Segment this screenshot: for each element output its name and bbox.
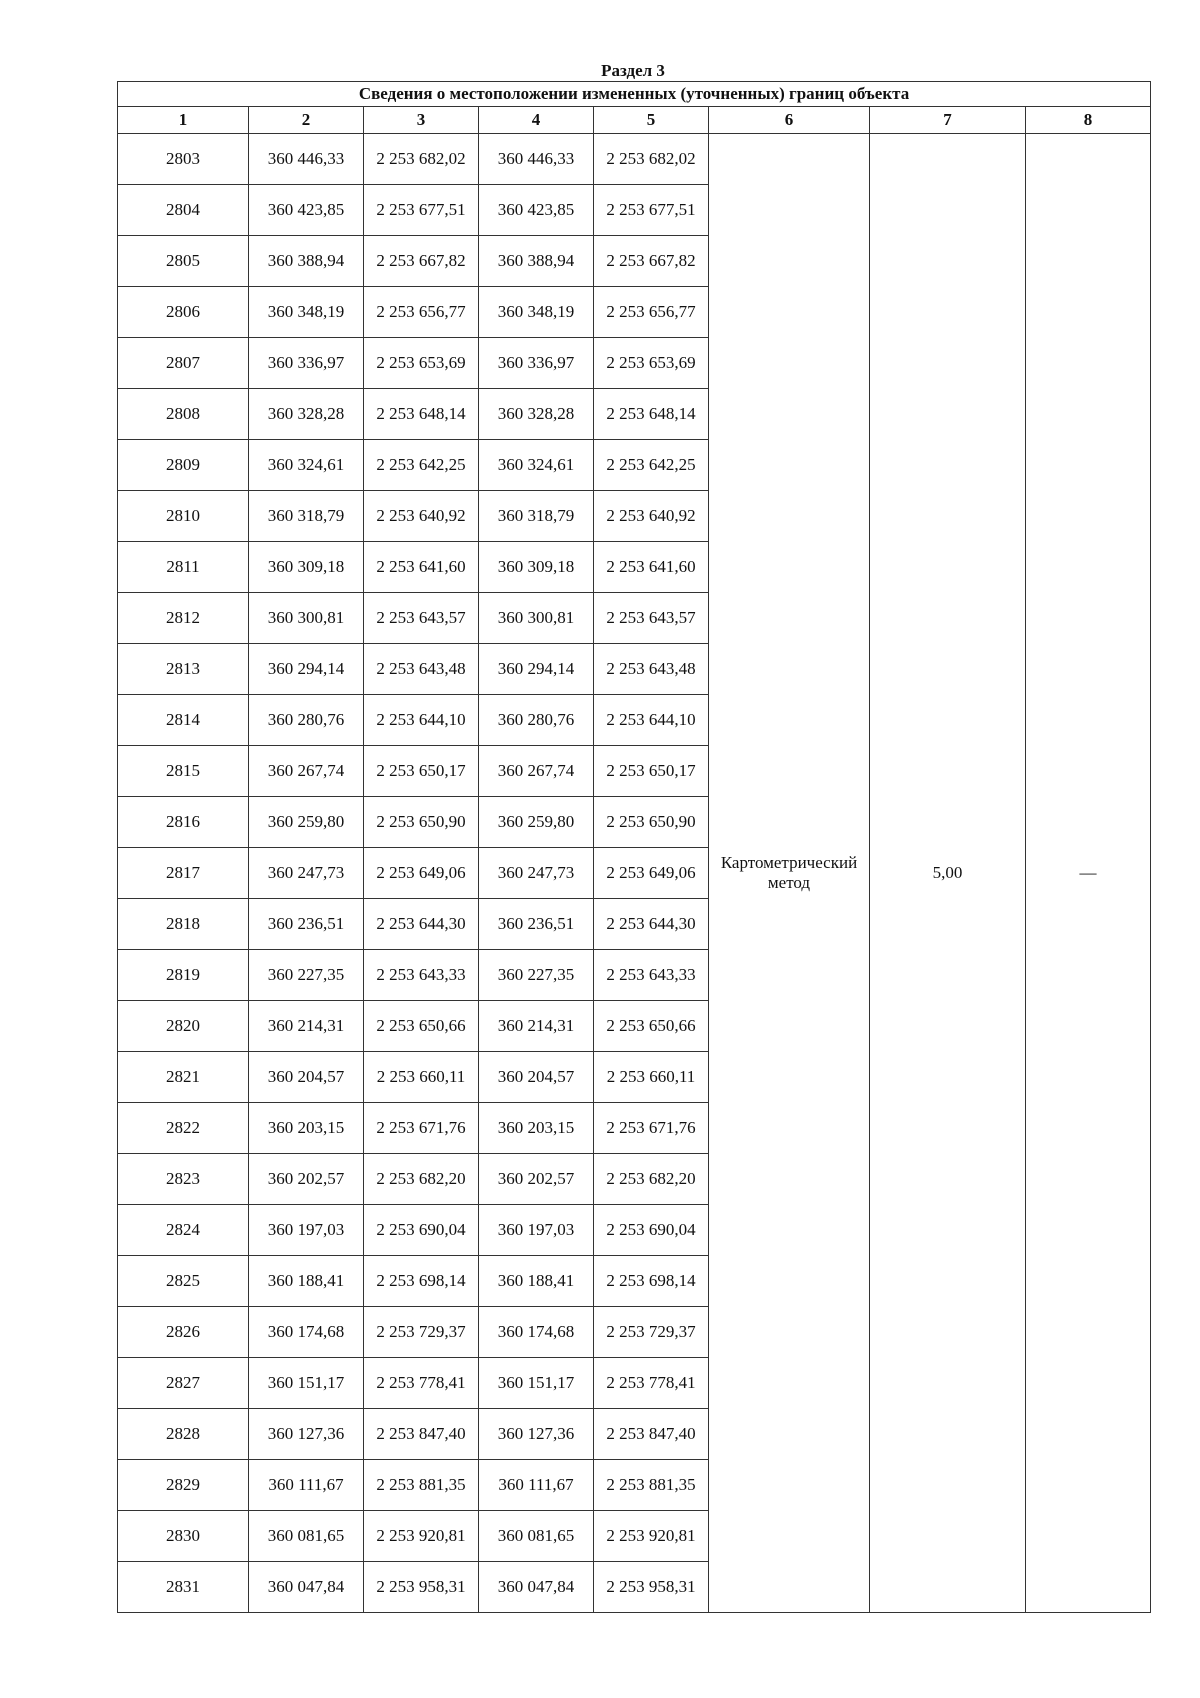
table-row bbox=[118, 134, 1151, 185]
x-coord-cell: 360 236,51 bbox=[249, 899, 364, 950]
table-caption: Сведения о местоположении измененных (уточненных) границ объекта bbox=[118, 82, 1151, 107]
x-coord-cell: 360 204,57 bbox=[249, 1052, 364, 1103]
y-coord-refined-cell: 2 253 649,06 bbox=[594, 848, 709, 899]
x-coord-cell: 360 328,28 bbox=[249, 389, 364, 440]
point-number-cell: 2826 bbox=[118, 1307, 249, 1358]
point-number-cell: 2828 bbox=[118, 1409, 249, 1460]
y-coord-refined-cell: 2 253 643,57 bbox=[594, 593, 709, 644]
x-coord-cell: 360 300,81 bbox=[249, 593, 364, 644]
y-coord-cell: 2 253 643,57 bbox=[364, 593, 479, 644]
y-coord-refined-cell: 2 253 671,76 bbox=[594, 1103, 709, 1154]
y-coord-cell: 2 253 958,31 bbox=[364, 1562, 479, 1613]
y-coord-refined-cell: 2 253 698,14 bbox=[594, 1256, 709, 1307]
y-coord-cell: 2 253 642,25 bbox=[364, 440, 479, 491]
y-coord-cell: 2 253 667,82 bbox=[364, 236, 479, 287]
x-coord-refined-cell: 360 318,79 bbox=[479, 491, 594, 542]
column-number-row bbox=[118, 107, 1151, 134]
x-coord-cell: 360 446,33 bbox=[249, 134, 364, 185]
point-number-cell: 2811 bbox=[118, 542, 249, 593]
y-coord-refined-cell: 2 253 690,04 bbox=[594, 1205, 709, 1256]
y-coord-refined-cell: 2 253 653,69 bbox=[594, 338, 709, 389]
table-body bbox=[118, 134, 1151, 1613]
x-coord-refined-cell: 360 324,61 bbox=[479, 440, 594, 491]
x-coord-cell: 360 259,80 bbox=[249, 797, 364, 848]
y-coord-refined-cell: 2 253 650,90 bbox=[594, 797, 709, 848]
point-number-cell: 2821 bbox=[118, 1052, 249, 1103]
point-number-cell: 2824 bbox=[118, 1205, 249, 1256]
method-cell: Картометрический метод bbox=[709, 134, 870, 1613]
x-coord-cell: 360 324,61 bbox=[249, 440, 364, 491]
y-coord-refined-cell: 2 253 650,17 bbox=[594, 746, 709, 797]
y-coord-refined-cell: 2 253 881,35 bbox=[594, 1460, 709, 1511]
point-number-cell: 2803 bbox=[118, 134, 249, 185]
y-coord-refined-cell: 2 253 644,30 bbox=[594, 899, 709, 950]
x-coord-cell: 360 174,68 bbox=[249, 1307, 364, 1358]
y-coord-refined-cell: 2 253 660,11 bbox=[594, 1052, 709, 1103]
x-coord-refined-cell: 360 423,85 bbox=[479, 185, 594, 236]
point-number-cell: 2804 bbox=[118, 185, 249, 236]
y-coord-refined-cell: 2 253 643,48 bbox=[594, 644, 709, 695]
column-number: 2 bbox=[249, 107, 364, 134]
x-coord-cell: 360 227,35 bbox=[249, 950, 364, 1001]
x-coord-refined-cell: 360 328,28 bbox=[479, 389, 594, 440]
point-number-cell: 2823 bbox=[118, 1154, 249, 1205]
x-coord-cell: 360 294,14 bbox=[249, 644, 364, 695]
table-caption-row bbox=[118, 82, 1151, 107]
y-coord-cell: 2 253 656,77 bbox=[364, 287, 479, 338]
point-number-cell: 2814 bbox=[118, 695, 249, 746]
x-coord-cell: 360 267,74 bbox=[249, 746, 364, 797]
y-coord-refined-cell: 2 253 958,31 bbox=[594, 1562, 709, 1613]
y-coord-refined-cell: 2 253 682,02 bbox=[594, 134, 709, 185]
column-number: 1 bbox=[118, 107, 249, 134]
y-coord-cell: 2 253 648,14 bbox=[364, 389, 479, 440]
column-number: 8 bbox=[1026, 107, 1151, 134]
x-coord-refined-cell: 360 236,51 bbox=[479, 899, 594, 950]
x-coord-refined-cell: 360 280,76 bbox=[479, 695, 594, 746]
y-coord-cell: 2 253 671,76 bbox=[364, 1103, 479, 1154]
y-coord-cell: 2 253 778,41 bbox=[364, 1358, 479, 1409]
column-number: 3 bbox=[364, 107, 479, 134]
point-number-cell: 2807 bbox=[118, 338, 249, 389]
x-coord-cell: 360 318,79 bbox=[249, 491, 364, 542]
x-coord-refined-cell: 360 348,19 bbox=[479, 287, 594, 338]
y-coord-refined-cell: 2 253 642,25 bbox=[594, 440, 709, 491]
x-coord-cell: 360 188,41 bbox=[249, 1256, 364, 1307]
y-coord-cell: 2 253 920,81 bbox=[364, 1511, 479, 1562]
y-coord-refined-cell: 2 253 778,41 bbox=[594, 1358, 709, 1409]
x-coord-refined-cell: 360 204,57 bbox=[479, 1052, 594, 1103]
y-coord-refined-cell: 2 253 644,10 bbox=[594, 695, 709, 746]
column-number: 4 bbox=[479, 107, 594, 134]
point-number-cell: 2813 bbox=[118, 644, 249, 695]
y-coord-refined-cell: 2 253 650,66 bbox=[594, 1001, 709, 1052]
y-coord-cell: 2 253 650,66 bbox=[364, 1001, 479, 1052]
x-coord-refined-cell: 360 203,15 bbox=[479, 1103, 594, 1154]
y-coord-refined-cell: 2 253 640,92 bbox=[594, 491, 709, 542]
y-coord-cell: 2 253 682,02 bbox=[364, 134, 479, 185]
y-coord-cell: 2 253 729,37 bbox=[364, 1307, 479, 1358]
x-coord-refined-cell: 360 259,80 bbox=[479, 797, 594, 848]
point-number-cell: 2827 bbox=[118, 1358, 249, 1409]
x-coord-cell: 360 111,67 bbox=[249, 1460, 364, 1511]
point-number-cell: 2808 bbox=[118, 389, 249, 440]
y-coord-cell: 2 253 650,90 bbox=[364, 797, 479, 848]
boundary-coordinates-table bbox=[117, 81, 1151, 1613]
y-coord-refined-cell: 2 253 847,40 bbox=[594, 1409, 709, 1460]
y-coord-cell: 2 253 682,20 bbox=[364, 1154, 479, 1205]
column-number: 7 bbox=[870, 107, 1026, 134]
point-number-cell: 2817 bbox=[118, 848, 249, 899]
y-coord-cell: 2 253 649,06 bbox=[364, 848, 479, 899]
x-coord-refined-cell: 360 151,17 bbox=[479, 1358, 594, 1409]
x-coord-refined-cell: 360 294,14 bbox=[479, 644, 594, 695]
x-coord-cell: 360 388,94 bbox=[249, 236, 364, 287]
y-coord-refined-cell: 2 253 641,60 bbox=[594, 542, 709, 593]
x-coord-cell: 360 247,73 bbox=[249, 848, 364, 899]
point-number-cell: 2819 bbox=[118, 950, 249, 1001]
point-number-cell: 2809 bbox=[118, 440, 249, 491]
x-coord-refined-cell: 360 127,36 bbox=[479, 1409, 594, 1460]
col8-dash-cell: — bbox=[1026, 134, 1151, 1613]
x-coord-refined-cell: 360 300,81 bbox=[479, 593, 594, 644]
x-coord-refined-cell: 360 214,31 bbox=[479, 1001, 594, 1052]
section-title: Раздел 3 bbox=[601, 61, 665, 80]
column-number: 5 bbox=[594, 107, 709, 134]
y-coord-refined-cell: 2 253 667,82 bbox=[594, 236, 709, 287]
x-coord-cell: 360 202,57 bbox=[249, 1154, 364, 1205]
x-coord-refined-cell: 360 202,57 bbox=[479, 1154, 594, 1205]
x-coord-refined-cell: 360 227,35 bbox=[479, 950, 594, 1001]
point-number-cell: 2822 bbox=[118, 1103, 249, 1154]
y-coord-cell: 2 253 847,40 bbox=[364, 1409, 479, 1460]
x-coord-cell: 360 151,17 bbox=[249, 1358, 364, 1409]
x-coord-cell: 360 423,85 bbox=[249, 185, 364, 236]
point-number-cell: 2818 bbox=[118, 899, 249, 950]
y-coord-cell: 2 253 690,04 bbox=[364, 1205, 479, 1256]
x-coord-refined-cell: 360 446,33 bbox=[479, 134, 594, 185]
x-coord-cell: 360 309,18 bbox=[249, 542, 364, 593]
x-coord-cell: 360 280,76 bbox=[249, 695, 364, 746]
x-coord-refined-cell: 360 111,67 bbox=[479, 1460, 594, 1511]
x-coord-cell: 360 047,84 bbox=[249, 1562, 364, 1613]
y-coord-cell: 2 253 698,14 bbox=[364, 1256, 479, 1307]
accuracy-cell: 5,00 bbox=[870, 134, 1026, 1613]
x-coord-refined-cell: 360 047,84 bbox=[479, 1562, 594, 1613]
x-coord-cell: 360 081,65 bbox=[249, 1511, 364, 1562]
x-coord-refined-cell: 360 247,73 bbox=[479, 848, 594, 899]
y-coord-cell: 2 253 881,35 bbox=[364, 1460, 479, 1511]
point-number-cell: 2805 bbox=[118, 236, 249, 287]
column-number: 6 bbox=[709, 107, 870, 134]
y-coord-refined-cell: 2 253 682,20 bbox=[594, 1154, 709, 1205]
x-coord-cell: 360 197,03 bbox=[249, 1205, 364, 1256]
point-number-cell: 2829 bbox=[118, 1460, 249, 1511]
y-coord-cell: 2 253 644,10 bbox=[364, 695, 479, 746]
point-number-cell: 2816 bbox=[118, 797, 249, 848]
x-coord-cell: 360 336,97 bbox=[249, 338, 364, 389]
x-coord-cell: 360 127,36 bbox=[249, 1409, 364, 1460]
point-number-cell: 2825 bbox=[118, 1256, 249, 1307]
y-coord-cell: 2 253 653,69 bbox=[364, 338, 479, 389]
y-coord-refined-cell: 2 253 729,37 bbox=[594, 1307, 709, 1358]
y-coord-cell: 2 253 677,51 bbox=[364, 185, 479, 236]
x-coord-refined-cell: 360 188,41 bbox=[479, 1256, 594, 1307]
y-coord-refined-cell: 2 253 643,33 bbox=[594, 950, 709, 1001]
y-coord-refined-cell: 2 253 920,81 bbox=[594, 1511, 709, 1562]
x-coord-refined-cell: 360 081,65 bbox=[479, 1511, 594, 1562]
y-coord-cell: 2 253 644,30 bbox=[364, 899, 479, 950]
y-coord-refined-cell: 2 253 656,77 bbox=[594, 287, 709, 338]
y-coord-refined-cell: 2 253 677,51 bbox=[594, 185, 709, 236]
y-coord-cell: 2 253 643,33 bbox=[364, 950, 479, 1001]
y-coord-cell: 2 253 643,48 bbox=[364, 644, 479, 695]
x-coord-refined-cell: 360 388,94 bbox=[479, 236, 594, 287]
y-coord-cell: 2 253 660,11 bbox=[364, 1052, 479, 1103]
y-coord-cell: 2 253 650,17 bbox=[364, 746, 479, 797]
point-number-cell: 2810 bbox=[118, 491, 249, 542]
y-coord-cell: 2 253 640,92 bbox=[364, 491, 479, 542]
point-number-cell: 2806 bbox=[118, 287, 249, 338]
x-coord-refined-cell: 360 267,74 bbox=[479, 746, 594, 797]
x-coord-cell: 360 214,31 bbox=[249, 1001, 364, 1052]
y-coord-refined-cell: 2 253 648,14 bbox=[594, 389, 709, 440]
point-number-cell: 2812 bbox=[118, 593, 249, 644]
y-coord-cell: 2 253 641,60 bbox=[364, 542, 479, 593]
point-number-cell: 2820 bbox=[118, 1001, 249, 1052]
x-coord-cell: 360 348,19 bbox=[249, 287, 364, 338]
x-coord-refined-cell: 360 336,97 bbox=[479, 338, 594, 389]
point-number-cell: 2830 bbox=[118, 1511, 249, 1562]
x-coord-cell: 360 203,15 bbox=[249, 1103, 364, 1154]
x-coord-refined-cell: 360 174,68 bbox=[479, 1307, 594, 1358]
point-number-cell: 2831 bbox=[118, 1562, 249, 1613]
x-coord-refined-cell: 360 309,18 bbox=[479, 542, 594, 593]
point-number-cell: 2815 bbox=[118, 746, 249, 797]
x-coord-refined-cell: 360 197,03 bbox=[479, 1205, 594, 1256]
